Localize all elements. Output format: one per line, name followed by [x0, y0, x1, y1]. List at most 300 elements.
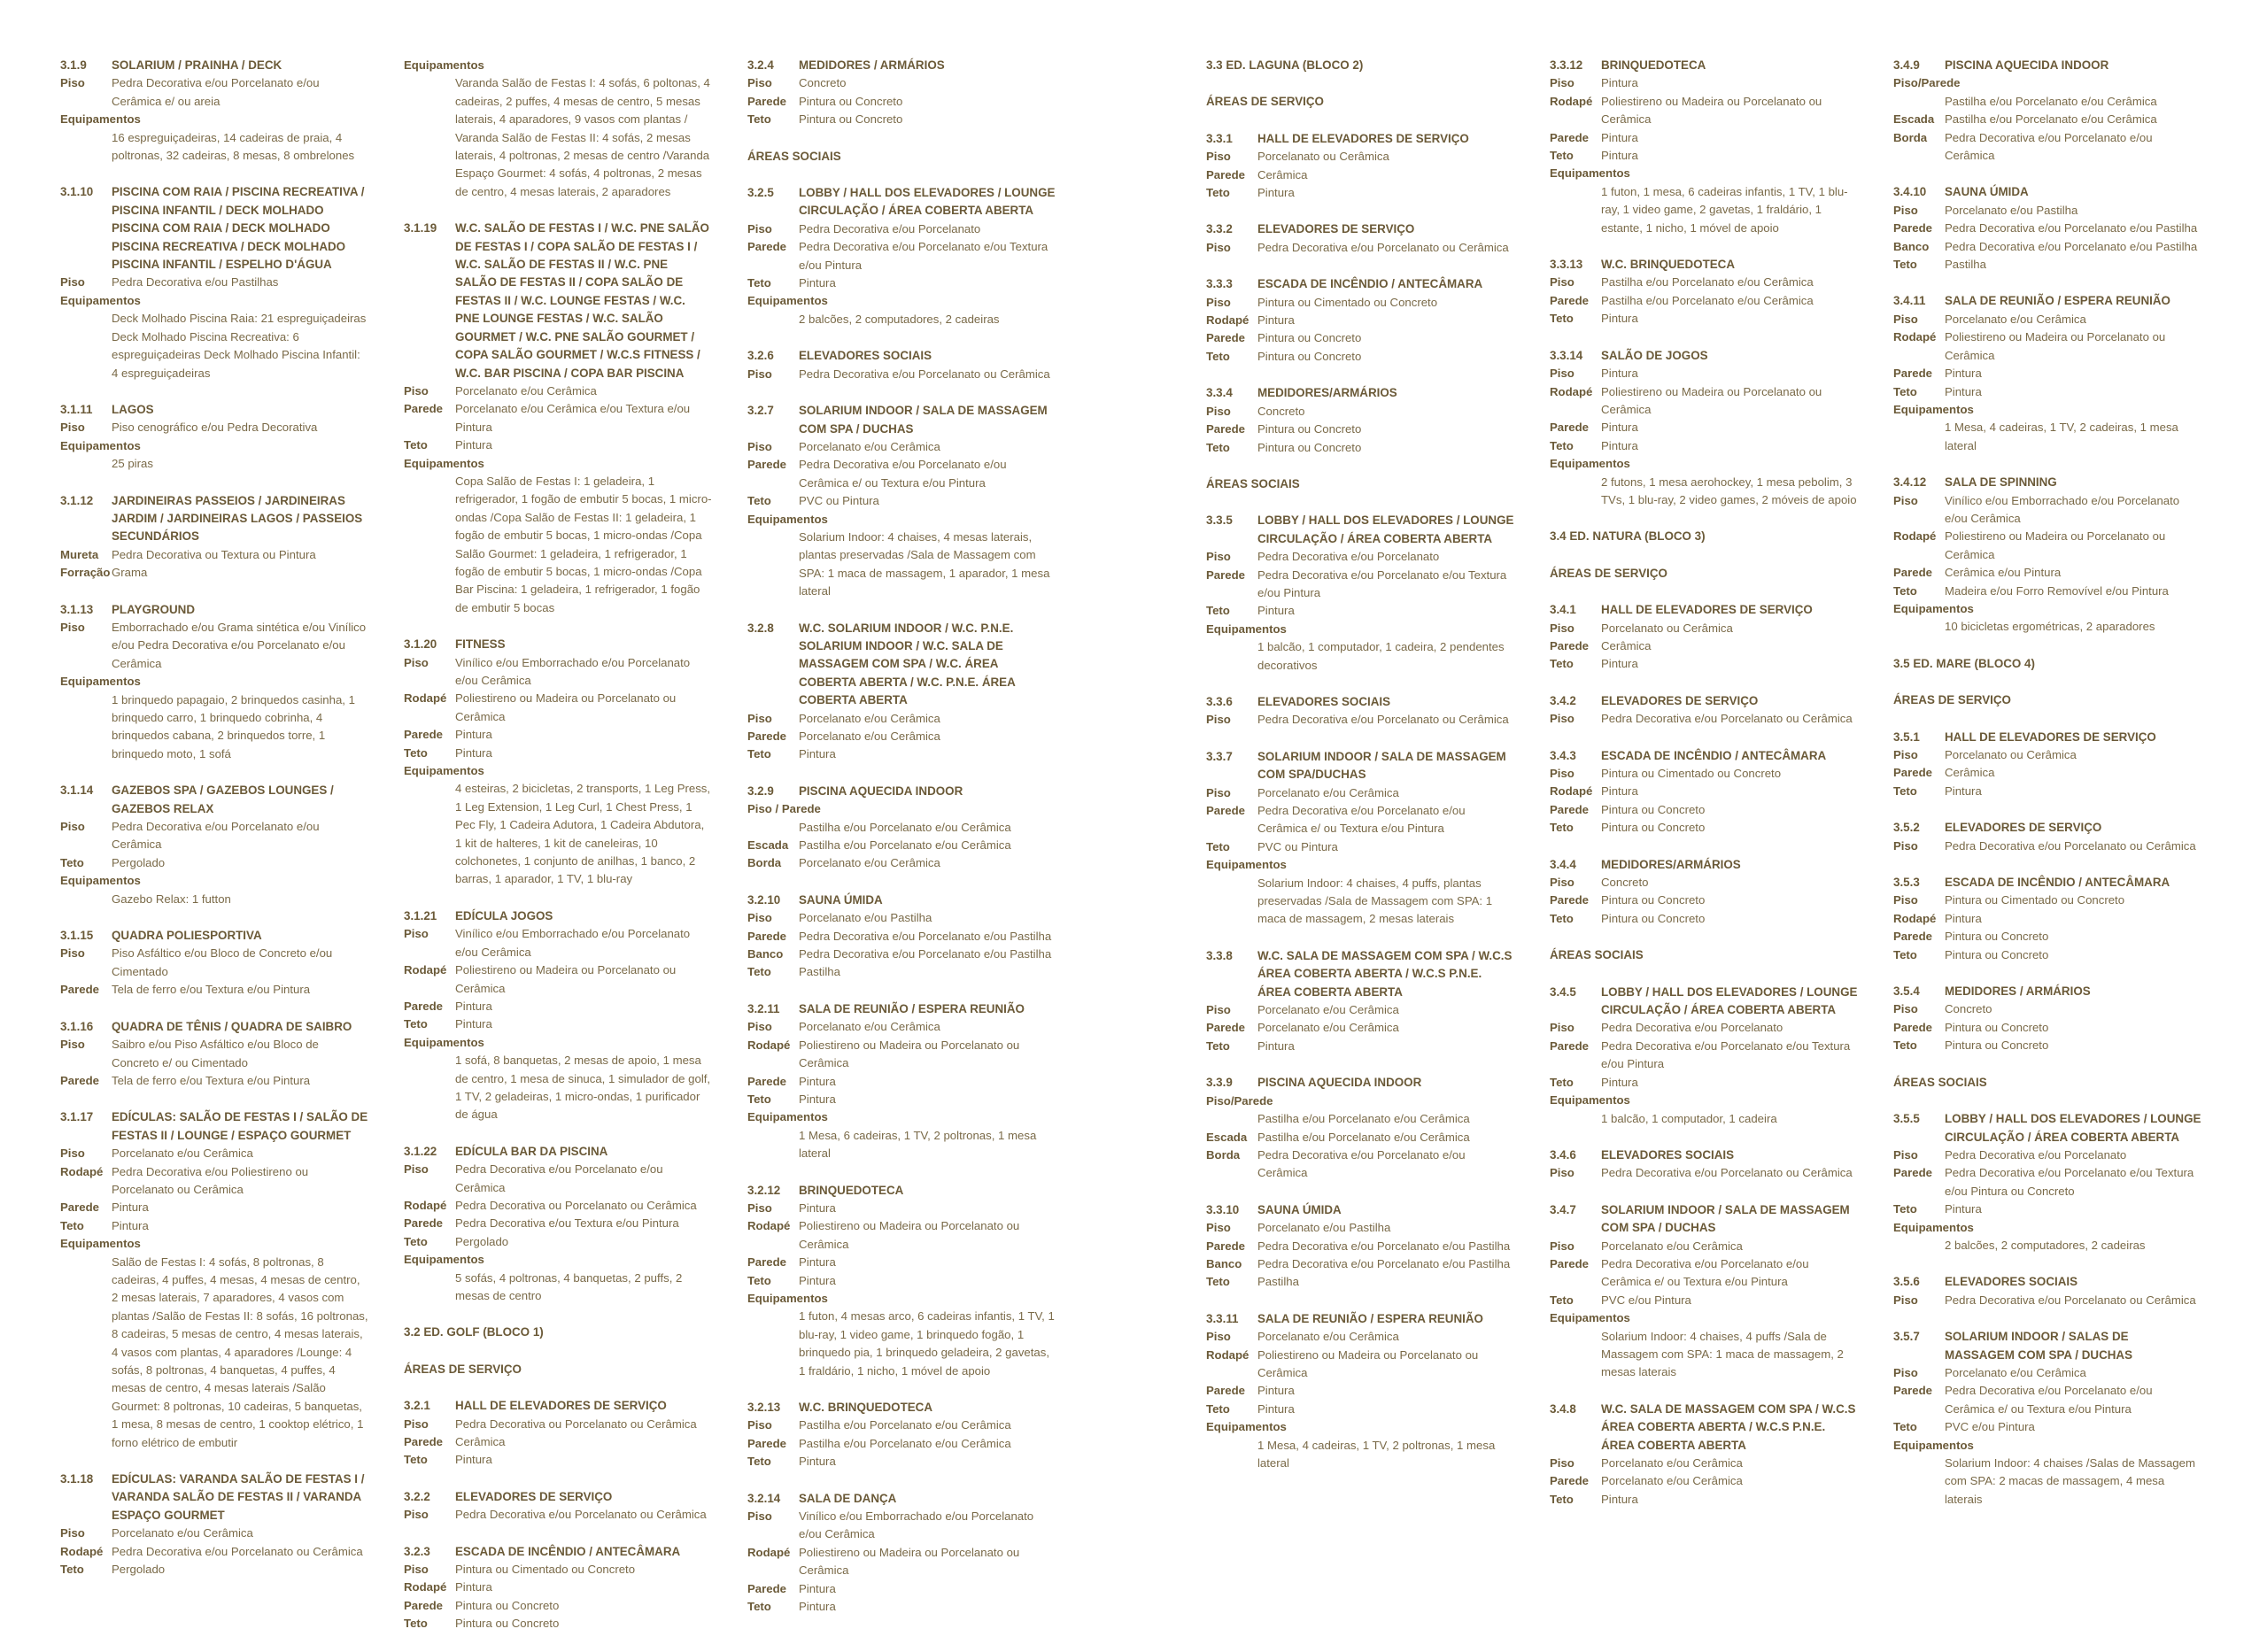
- section-heading: [1550, 856, 1858, 874]
- spec-section: [60, 601, 368, 764]
- section-heading: [747, 402, 1056, 438]
- section-title: SALÃO DE JOGOS: [1601, 348, 1708, 362]
- spec-row: [1206, 403, 1514, 421]
- section-heading: [1206, 220, 1514, 238]
- spec-section: [1550, 57, 1858, 237]
- spec-row: [1893, 202, 2201, 220]
- spec-row: [60, 1145, 368, 1162]
- spec-section: [1550, 856, 1858, 929]
- group-heading: ÁREAS DE SERVIÇO: [1550, 566, 1667, 580]
- section-title: SOLARIUM / PRAINHA / DECK: [112, 58, 282, 72]
- equipment-text: 1 Mesa, 6 cadeiras, 1 TV, 2 poltronas, 1 mesa lateral: [799, 1128, 1037, 1161]
- spec-section: [1550, 601, 1858, 674]
- section-title: BRINQUEDOTECA: [799, 1183, 904, 1197]
- spec-row: [404, 1506, 712, 1524]
- section-heading: [747, 1399, 1056, 1417]
- section-heading: [1550, 1146, 1858, 1164]
- spec-value: Pedra Decorativa e/ou Porcelanato: [1257, 550, 1440, 564]
- spec-value: Pastilha e/ou Porcelanato e/ou Cerâmica: [1257, 1112, 1470, 1126]
- spec-value: Cerâmica e/ou Pintura: [1945, 566, 2062, 580]
- spec-label: Teto: [747, 747, 771, 761]
- section-title: PLAYGROUND: [112, 602, 195, 616]
- spec-row: [404, 1433, 712, 1451]
- spec-label: Borda: [1893, 130, 1928, 144]
- section-heading: [1550, 256, 1858, 274]
- spec-section: [404, 1543, 712, 1633]
- section-number: 3.3.12: [1550, 58, 1583, 72]
- spec-label: Parede: [1550, 802, 1589, 816]
- spec-label: Parede: [404, 999, 443, 1013]
- equipment-label: Equipamentos: [1550, 457, 1630, 471]
- spec-label: Parede: [1206, 167, 1245, 181]
- section-title: W.C. SOLARIUM INDOOR / W.C. P.N.E. SOLARIUM INDOOR / W.C. SALA DE MASSAGEM COM SPA / W.C. ÁREA COBERTA ABERTA / W.C. P.N.E. ÁREA COBERTA ABERTA: [799, 621, 1016, 707]
- section-number: 3.5.2: [1893, 821, 1920, 835]
- spec-value: Emborrachado e/ou Grama sintética e/ou Vinílico e/ou Pedra Decorativa e/ou Porcelanato e/ou Cerâmica: [112, 620, 367, 670]
- spec-value: Pergolado: [112, 1563, 166, 1577]
- spec-value: Pedra Decorativa e/ou Porcelanato e/ou Pastilha: [1257, 1256, 1511, 1270]
- equipment-label: Equipamentos: [1550, 1093, 1630, 1108]
- spec-row: [1206, 1110, 1514, 1128]
- spec-row: [1893, 528, 2201, 564]
- spec-row: [1550, 310, 1858, 328]
- section-heading: [60, 1108, 368, 1145]
- equipment-text: Deck Molhado Piscina Raia: 21 espreguiçadeiras Deck Molhado Piscina Recreativa: 6 espreguiçadeiras Deck Molhado Piscina Infantil: 4 espreguiçadeiras: [112, 312, 367, 380]
- spec-value: Pedra Decorativa e/ou Porcelanato e/ou Cerâmica: [1945, 130, 2153, 163]
- spec-label: Teto: [1206, 440, 1230, 454]
- spec-row: [1893, 220, 2201, 237]
- spec-row: [1550, 801, 1858, 819]
- spec-row: [60, 1199, 368, 1216]
- spec-label: Teto: [1206, 1275, 1230, 1289]
- section-number: 3.3.10: [1206, 1202, 1240, 1216]
- spec-row: [1893, 383, 2201, 401]
- spec-value: Porcelanato e/ou Cerâmica: [1257, 785, 1399, 799]
- spec-value: Pintura ou Concreto: [1945, 1038, 2049, 1053]
- spec-row: [60, 546, 368, 564]
- spec-section: [60, 183, 368, 382]
- spec-row: [1206, 421, 1514, 438]
- spec-row: [747, 93, 1056, 111]
- spec-section: [747, 1182, 1056, 1380]
- section-heading: [1893, 819, 2201, 837]
- spec-label: Parede: [1550, 130, 1589, 144]
- equipment-label: Equipamentos: [404, 58, 484, 72]
- spec-value: PVC e/ou Pintura: [1601, 1293, 1691, 1307]
- spec-label: Piso: [1893, 748, 1918, 761]
- spec-label: Piso: [1550, 1166, 1575, 1180]
- equipment-text: Gazebo Relax: 1 futton: [112, 892, 231, 906]
- spec-value: PVC ou Pintura: [799, 494, 879, 508]
- section-title: ELEVADORES DE SERVIÇO: [455, 1489, 613, 1503]
- section-title: W.C. SALA DE MASSAGEM COM SPA / W.C.S ÁREA COBERTA ABERTA / W.C.S P.N.E. ÁREA COBERTA ABERTA: [1601, 1401, 1856, 1452]
- spec-label: Parede: [404, 1435, 443, 1449]
- spec-row: [747, 1091, 1056, 1108]
- spec-value: Pintura ou Concreto: [799, 94, 903, 108]
- spec-value: Pastilha e/ou Porcelanato e/ou Cerâmica: [799, 1436, 1011, 1450]
- section-title: SAUNA ÚMIDA: [1945, 185, 2029, 199]
- section-heading: [747, 1000, 1056, 1018]
- spec-row: [60, 74, 368, 111]
- section-title: SALA DE REUNIÃO / ESPERA REUNIÃO: [1945, 294, 2170, 308]
- spec-label: [1206, 1110, 1257, 1128]
- spec-row: [1550, 147, 1858, 165]
- spec-label: Parede: [747, 1581, 786, 1595]
- spec-row: [747, 1217, 1056, 1254]
- spec-row: [1893, 1146, 2201, 1164]
- equipment-text: Solarium Indoor: 4 chaises, 4 puffs /Sala de Massagem com SPA: 1 maca de massagem, 2 mesas laterais: [1601, 1329, 1844, 1379]
- spec-value: Vinílico e/ou Emborrachado e/ou Porcelanato e/ou Cerâmica: [1945, 493, 2180, 525]
- spec-label: Teto: [60, 1218, 84, 1232]
- spec-value: Pastilha e/ou Porcelanato e/ou Cerâmica: [799, 820, 1011, 834]
- spec-label: Piso: [1893, 1147, 1918, 1162]
- spec-value: Piso cenográfico e/ou Pedra Decorativa: [112, 421, 318, 435]
- spec-label: Teto: [1206, 1038, 1230, 1053]
- left-page-columns: [60, 57, 1070, 1652]
- equipment-text: Salão de Festas I: 4 sofás, 8 poltronas, 8 cadeiras, 4 puffes, 4 mesas, 4 mesas de centro, 2 mesas laterais, 7 aparadores, 4 vasos com plantas /Salão de Festas II: 8 sofás, 16 poltronas, 8 cadeiras, 5 mesas de centro, 4 mesas laterais, 4 vasos com plantas, 4 aparadores /Lounge: 4 sofás, 8 poltronas, 4 banquetas, 4 puffes, 4 mesas de centro, 4 mesas laterais /Salão Gourmet: 8 poltronas, 10 cadeiras, 5 banquetas, 1 mesa, 8 mesas de centro, 1 cooktop elétrico, 1 forno elétrico de embutir: [112, 1254, 368, 1449]
- spec-row: [1206, 294, 1514, 312]
- spec-row: [1893, 946, 2201, 964]
- spec-value: Pastilha e/ou Porcelanato e/ou Cerâmica: [1945, 94, 2157, 108]
- spec-value: Cerâmica: [1257, 167, 1308, 181]
- spec-label: Teto: [1550, 438, 1574, 452]
- section-number: 3.3.5: [1206, 513, 1233, 528]
- section-title: PISCINA AQUECIDA INDOOR: [1257, 1076, 1422, 1090]
- section-number: 3.5.6: [1893, 1275, 1920, 1289]
- spec-row: [747, 1598, 1056, 1616]
- section-title: QUADRA POLIESPORTIVA: [112, 929, 262, 943]
- section-title: EDÍCULA BAR DA PISCINA: [455, 1144, 608, 1158]
- spec-value: Porcelanato e/ou Cerâmica: [1945, 312, 2086, 326]
- spec-label: Rodapé: [747, 1038, 791, 1052]
- spec-row: [1893, 129, 2201, 166]
- spec-value: Grama: [112, 566, 148, 580]
- spec-label: Piso: [1893, 493, 1918, 507]
- section-number: 3.3.2: [1206, 222, 1233, 236]
- spec-value: Pedra Decorativa ou Porcelanato ou Cerâmica: [455, 1198, 697, 1212]
- spec-value: Pintura: [455, 1017, 492, 1031]
- section-heading: [747, 892, 1056, 909]
- section-number: 3.4.8: [1550, 1401, 1576, 1416]
- spec-row: [60, 945, 368, 981]
- spec-label: Parede: [1206, 422, 1245, 436]
- spec-label: Parede: [747, 1436, 786, 1450]
- spec-value: Pedra Decorativa e/ou Porcelanato ou Cerâmica: [1945, 838, 2196, 853]
- spec-section: [60, 927, 368, 1000]
- spec-value: Pedra Decorativa e/ou Poliestireno ou Porcelanato ou Cerâmica: [112, 1164, 309, 1196]
- spec-section: [1550, 692, 1858, 729]
- section-title: SAUNA ÚMIDA: [1257, 1202, 1342, 1216]
- section-heading: [747, 57, 1056, 74]
- section-number: 3.2.1: [404, 1399, 430, 1413]
- spec-row: [747, 1580, 1056, 1598]
- section-heading: [1206, 1074, 1514, 1092]
- section-number: 3.3.9: [1206, 1076, 1233, 1090]
- group-heading: ÁREAS DE SERVIÇO: [404, 1362, 522, 1376]
- section-number: 3.1.18: [60, 1472, 94, 1486]
- spec-label: Teto: [1550, 911, 1574, 925]
- spec-label: Piso: [747, 911, 772, 925]
- spec-value: Pintura: [112, 1218, 149, 1232]
- section-heading: [1893, 983, 2201, 1000]
- spec-row: [747, 238, 1056, 274]
- section-title: PISCINA AQUECIDA INDOOR: [799, 784, 963, 798]
- spec-value: Pedra Decorativa ou Porcelanato ou Cerâmica: [455, 1417, 697, 1431]
- spec-value: Pintura ou Concreto: [1257, 422, 1362, 436]
- spec-row: [1206, 1401, 1514, 1418]
- section-number: 3.3.4: [1206, 386, 1233, 400]
- spec-value: Porcelanato ou Cerâmica: [1257, 150, 1389, 164]
- section-heading: [1893, 1110, 2201, 1146]
- spec-row: [1550, 1019, 1858, 1037]
- spec-label: Teto: [1893, 1420, 1917, 1434]
- spec-label: Teto: [1206, 839, 1230, 853]
- spec-value: Pedra Decorativa e/ou Porcelanato: [1945, 1147, 2127, 1162]
- section-number: 3.2.4: [747, 58, 774, 72]
- spec-label: Teto: [747, 494, 771, 508]
- section-title: SOLARIUM INDOOR / SALAS DE MASSAGEM COM SPA / DUCHAS: [1945, 1330, 2133, 1362]
- spec-section: [404, 220, 712, 617]
- spec-label: Teto: [747, 112, 771, 127]
- spec-label: Teto: [60, 1563, 84, 1577]
- spec-row: [1893, 764, 2201, 782]
- spec-value: Poliestireno ou Madeira ou Porcelanato ou Cerâmica: [1257, 1347, 1479, 1379]
- spec-row: [1550, 274, 1858, 291]
- spec-value: Vinílico e/ou Emborrachado e/ou Porcelanato e/ou Cerâmica: [455, 927, 691, 959]
- spec-label: Banco: [747, 947, 784, 961]
- spec-value: Pintura: [1257, 1038, 1295, 1053]
- spec-label: Rodapé: [404, 1580, 447, 1594]
- spec-label: Piso: [747, 1509, 772, 1524]
- spec-label: Parede: [404, 1598, 443, 1612]
- equipment-label: Equipamentos: [747, 1110, 828, 1124]
- spec-value: Concreto: [1257, 404, 1305, 418]
- equipment-text: 25 piras: [112, 457, 153, 471]
- equipment-label: Equipamentos: [1893, 601, 1974, 615]
- equipment-text: 1 brinquedo papagaio, 2 brinquedos casinha, 1 brinquedo carro, 1 brinquedo cobrinha, 4 brinquedos cabana, 2 brinquedos torre, 1 brinquedo moto, 1 sofá: [112, 692, 355, 760]
- equipment-label: Equipamentos: [1893, 1220, 1974, 1234]
- spec-row: [747, 366, 1056, 383]
- section-heading: [60, 782, 368, 818]
- spec-row: [1893, 838, 2201, 855]
- spec-label: Piso: [1550, 76, 1575, 90]
- section-number: 3.2.7: [747, 404, 774, 418]
- spec-value: Pedra Decorativa e/ou Porcelanato e/ou Cerâmica: [112, 820, 320, 852]
- section-heading: [404, 1143, 712, 1161]
- spec-value: Pintura: [455, 999, 492, 1013]
- spec-value: Cerâmica: [455, 1435, 506, 1449]
- spec-value: Porcelanato ou Cerâmica: [1601, 621, 1733, 635]
- spec-row: [1206, 1382, 1514, 1400]
- section-title: MEDIDORES / ARMÁRIOS: [1945, 984, 2091, 999]
- spec-row: [1206, 838, 1514, 856]
- section-heading: [1550, 601, 1858, 619]
- spec-section: [404, 1488, 712, 1525]
- spec-label: Rodapé: [1893, 529, 1937, 544]
- spec-label: Teto: [747, 276, 771, 290]
- spec-value: PVC ou Pintura: [1257, 839, 1338, 853]
- spec-label: Parede: [747, 240, 786, 254]
- spec-value: Porcelanato e/ou Cerâmica: [112, 1526, 253, 1540]
- spec-label: Parede: [1893, 766, 1932, 780]
- spec-label: Teto: [1550, 149, 1574, 163]
- spec-value: Pintura: [799, 1200, 836, 1215]
- section-number: 3.4.1: [1550, 603, 1576, 617]
- spec-label: Parede: [1206, 567, 1245, 582]
- section-number: 3.1.15: [60, 929, 94, 943]
- spec-value: Pedra Decorativa ou Textura ou Pintura: [112, 547, 316, 561]
- spec-value: Pedra Decorativa e/ou Porcelanato e/ou Cerâmica e/ ou Textura e/ou Pintura: [799, 458, 1007, 490]
- section-number: 3.2.10: [747, 892, 781, 907]
- section-number: 3.3.11: [1206, 1311, 1239, 1325]
- spec-value: Pintura: [455, 745, 492, 760]
- section-number: 3.4.11: [1893, 294, 1926, 308]
- section-number: 3.2.5: [747, 186, 774, 200]
- section-heading: [747, 1490, 1056, 1508]
- spec-label: Piso: [1206, 550, 1231, 564]
- spec-row: [60, 1163, 368, 1200]
- spec-value: Pintura: [799, 1074, 836, 1088]
- section-title: ESCADA DE INCÊNDIO / ANTECÂMARA: [1257, 277, 1483, 291]
- section-title: JARDINEIRAS PASSEIOS / JARDINEIRAS JARDIM / JARDINEIRAS LAGOS / PASSEIOS SECUNDÁRIOS: [112, 493, 363, 544]
- spec-value: Porcelanato e/ou Cerâmica: [1257, 1003, 1399, 1017]
- spec-label: Parede: [1893, 221, 1932, 235]
- section-heading: [747, 347, 1056, 365]
- spec-label: Piso: [1206, 1221, 1231, 1235]
- spec-section: [404, 1143, 712, 1306]
- spec-value: Porcelanato e/ou Cerâmica: [1257, 1021, 1399, 1035]
- spec-value: Pintura: [1601, 312, 1638, 326]
- spec-value: Pedra Decorativa e/ou Porcelanato ou Cerâmica: [1257, 713, 1509, 727]
- spec-label: Forração: [60, 566, 111, 580]
- spec-label: Piso: [60, 76, 85, 90]
- section-heading: [1893, 57, 2201, 74]
- section-number: 3.5.1: [1893, 730, 1920, 744]
- section-title: ELEVADORES SOCIAIS: [1257, 694, 1391, 708]
- spec-label: Piso: [747, 1020, 772, 1034]
- spec-row: [1206, 1038, 1514, 1055]
- spec-row: [1550, 129, 1858, 147]
- spec-value: Pedra Decorativa e/ou Porcelanato: [799, 221, 981, 235]
- equipment-text: 1 Mesa, 4 cadeiras, 1 TV, 2 poltronas, 1 mesa lateral: [1257, 1438, 1496, 1470]
- spec-value: Pedra Decorativa e/ou Porcelanato e/ou Textura e/ou Pintura: [799, 240, 1048, 272]
- equipment-text: 2 balcões, 2 computadores, 2 cadeiras: [799, 312, 1000, 326]
- spec-row: [404, 1561, 712, 1579]
- spec-label: Teto: [1893, 784, 1917, 798]
- spec-value: Pintura ou Concreto: [1257, 440, 1362, 454]
- spec-value: Concreto: [1945, 1002, 1992, 1016]
- spec-value: Poliestireno ou Madeira ou Porcelanato ou Cerâmica: [1945, 529, 2166, 561]
- spec-label: Piso: [60, 620, 85, 634]
- spec-row: [747, 1037, 1056, 1073]
- spec-value: Vinílico e/ou Emborrachado e/ou Porcelanato e/ou Cerâmica: [799, 1509, 1034, 1541]
- spec-row: [747, 928, 1056, 946]
- spec-row: [747, 1453, 1056, 1471]
- spec-value: Porcelanato e/ou Cerâmica: [1601, 1239, 1743, 1253]
- spec-section: [747, 892, 1056, 982]
- spec-label: Parede: [747, 929, 786, 943]
- spec-value: Pedra Decorativa e/ou Porcelanato e/ou Cerâmica e/ ou Textura e/ou Pintura: [1601, 1256, 1809, 1289]
- spec-row: [1206, 1019, 1514, 1037]
- spec-row: [1206, 802, 1514, 838]
- spec-row: [1893, 311, 2201, 328]
- spec-label: Piso: [1550, 367, 1575, 381]
- spec-label: Piso: [1893, 312, 1918, 326]
- spec-row: [404, 961, 712, 998]
- section-number: 3.1.11: [60, 402, 93, 416]
- spec-section: [60, 1471, 368, 1579]
- equipment-label: Equipamentos: [1206, 621, 1287, 636]
- spec-row: [1550, 292, 1858, 310]
- spec-label: Piso: [1550, 1239, 1575, 1253]
- spec-row: [404, 745, 712, 762]
- spec-row: [404, 1451, 712, 1469]
- spec-section: [1893, 57, 2201, 165]
- equipment-label: Equipamentos: [1893, 1438, 1974, 1452]
- spec-label: Rodapé: [1893, 330, 1937, 344]
- spec-value: Pedra Decorativa e/ou Porcelanato e/ou Pastilha: [1945, 221, 2198, 235]
- section-number: 3.1.14: [60, 784, 94, 798]
- section-heading: [404, 1488, 712, 1506]
- spec-label: Piso: [60, 421, 85, 435]
- section-number: 3.2.14: [747, 1491, 781, 1505]
- equipment-label: Equipamentos: [747, 1291, 828, 1305]
- spec-section: [747, 347, 1056, 383]
- section-heading: [1550, 1201, 1858, 1238]
- spec-section: [404, 1397, 712, 1470]
- section-heading: [1206, 1310, 1514, 1328]
- group-heading: 3.3 ED. LAGUNA (BLOCO 2): [1206, 58, 1364, 72]
- spec-label: Piso: [747, 221, 772, 235]
- spec-value: Pastilha: [1945, 258, 1986, 272]
- section-number: 3.5.7: [1893, 1330, 1920, 1344]
- section-title: ESCADA DE INCÊNDIO / ANTECÂMARA: [1601, 748, 1827, 762]
- spec-value: Pedra Decorativa e/ou Porcelanato e/ou Textura e/ou Pintura: [1601, 1038, 1851, 1071]
- equipment-text: 1 sofá, 8 banquetas, 2 mesas de apoio, 1 mesa de centro, 1 mesa de sinuca, 1 simulador de golf, 1 TV, 2 geladeiras, 1 micro-ondas, 1 purificador de água: [455, 1054, 711, 1122]
- spec-label: Teto: [1550, 821, 1574, 835]
- spec-row: [1550, 419, 1858, 436]
- spec-value: Pintura ou Concreto: [1257, 331, 1362, 345]
- section-title: HALL DE ELEVADORES DE SERVIÇO: [1945, 730, 2156, 744]
- section-heading: [60, 1018, 368, 1036]
- equipment-label: Equipamentos: [60, 112, 141, 127]
- spec-row: [1550, 874, 1858, 892]
- equipment-label: Equipamentos: [60, 438, 141, 452]
- spec-label: Parede: [1550, 893, 1589, 907]
- spec-value: Pintura: [1601, 1075, 1638, 1089]
- spec-label: Piso: [1550, 876, 1575, 890]
- section-number: 3.4.7: [1550, 1202, 1576, 1216]
- spec-value: Pastilha e/ou Porcelanato e/ou Cerâmica: [799, 1418, 1011, 1432]
- spec-value: Pintura: [799, 276, 836, 290]
- spec-row: [1550, 783, 1858, 800]
- equipment-label: Equipamentos: [60, 675, 141, 689]
- equipment-text: 4 esteiras, 2 bicicletas, 2 transports, 1 Leg Press, 1 Leg Extension, 1 Leg Curl, 1 Chest Press, 1 Pec Fly, 1 Cadeira Adutora, 1 Cadeira Abdutora, 1 kit de halteres, 1 kit de caneleiras, 10 colchonetes, 1 conjunto de anilhas, 1 banco, 2 barras, 1 aparador, 1 TV, 1 blu-ray: [455, 782, 711, 886]
- spec-label: Piso: [60, 820, 85, 834]
- spec-label: Piso: [1206, 713, 1231, 727]
- spec-value: Pintura ou Concreto: [799, 112, 903, 127]
- spec-label: Rodapé: [747, 1219, 791, 1233]
- spec-label: Parede: [1206, 331, 1245, 345]
- spec-label: Teto: [60, 855, 84, 869]
- section-heading: [60, 183, 368, 274]
- spec-section: [1206, 693, 1514, 730]
- spec-row: [747, 456, 1056, 492]
- spec-label: Teto: [1893, 384, 1917, 398]
- spec-label: Parede: [60, 1200, 99, 1215]
- spec-label: Teto: [404, 1234, 428, 1248]
- spec-row: [1550, 74, 1858, 92]
- section-title: SALA DE REUNIÃO / ESPERA REUNIÃO: [799, 1001, 1025, 1015]
